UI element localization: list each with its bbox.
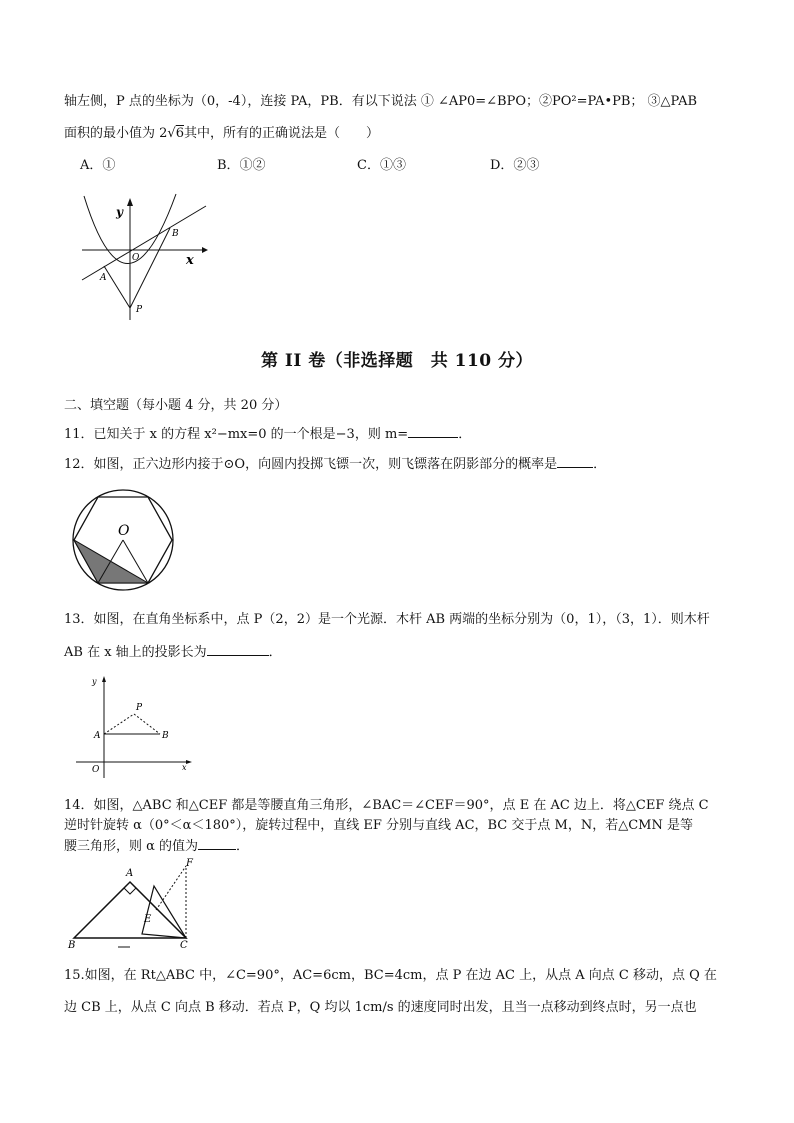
q10-line-1: 轴左侧，P 点的坐标为（0，-4），连接 PA，PB．有以下说法 ① ∠AP0=∠BPO；②PO²=PA•PB； ③△PAB [64,94,698,109]
q13-coordinate-figure [72,672,194,782]
label-a: A [126,868,134,879]
q12-line [64,454,606,475]
q15-line-1: 15.如图，在 Rt△ABC 中，∠C=90°，AC=6cm，BC=4cm，点 P 在边 AC 上，从点 A 向点 C 移动，点 Q 在 [64,968,717,983]
label-c: C [180,940,188,950]
ray-pb [134,714,160,734]
label-x: x [186,253,194,268]
q10-line-2b: 其中，所有的正确说法是（ ） [183,126,379,141]
label-f: F [186,858,193,869]
q14-triangles-figure [64,858,200,950]
x-axis-arrow [202,247,208,253]
label-a: A [94,731,101,741]
q11-end: ． [458,427,472,442]
label-o: O [118,523,130,539]
q13-text: AB 在 x 轴上的投影长为 [64,645,207,660]
label-x: x [182,763,187,772]
q14-line-3 [64,836,249,857]
section-title: 第 II 卷（非选择题 共 110 分） [260,351,534,371]
label-y: y [92,677,97,686]
q10-parabola-figure [78,192,210,324]
q10-sqrt-value: 6 [175,126,184,141]
label-y: y [116,205,123,219]
q10-option-a[interactable]: A．① [80,158,116,173]
q14-text: 腰三角形，则 α 的值为 [64,839,199,854]
label-o: O [132,253,140,263]
right-angle-mark-a [124,888,136,894]
q12-end: ． [593,457,607,472]
dotted-ef [156,866,186,910]
y-axis-arrow [127,198,133,206]
q11-text: 11．已知关于 x 的方程 x²−mx=0 的一个根是−3，则 m= [64,427,409,442]
q11-answer-blank[interactable] [408,424,458,438]
q15-line-2: 边 CB 上，从点 C 向点 B 移动．若点 P，Q 均以 1cm/s 的速度同时出发，且当一点移动到终点时，另一点也 [64,1000,697,1015]
q10-option-c[interactable]: C．①③ [357,158,406,173]
sqrt-symbol: √ [167,126,176,141]
q14-line-1: 14．如图，△ABC 和△CEF 都是等腰直角三角形，∠BAC＝∠CEF＝90°，点 E 在 AC 边上．将△CEF 绕点 C [64,798,709,813]
triangle-cef [142,886,186,938]
label-b: B [162,731,169,741]
q13-line-1: 13．如图，在直角坐标系中，点 P（2，2）是一个光源．木杆 AB 两端的坐标分别为（0，1），（3，1）．则木杆 [64,612,710,627]
q10-option-d[interactable]: D．②③ [490,158,540,173]
q14-line-2: 逆时针旋转 α（0°＜α＜180°），旋转过程中，直线 EF 分别与直线 AC，BC 交于点 M，N，若△CMN 是等 [64,818,693,833]
ray-pa [104,714,134,734]
label-o: O [92,765,100,775]
section2-header: 二、填空题（每小题 4 分，共 20 分） [64,398,288,413]
y-axis-arrow [102,676,106,682]
q12-answer-blank[interactable] [557,454,593,468]
segment-pa [104,266,130,308]
q10-line-2a: 面积的最小值为 2 [64,126,168,141]
q13-line-2 [64,642,282,663]
x-axis-arrow [186,760,192,764]
label-b: B [172,229,179,239]
label-p: P [136,703,143,713]
q12-text: 12．如图，正六边形内接于⊙O，向圆内投掷飞镖一次，则飞镖落在阴影部分的概率是 [64,457,558,472]
q10-options [80,156,539,176]
label-b: B [68,940,76,950]
q10-option-b[interactable]: B．①② [217,158,266,173]
label-e: E [144,914,152,925]
line-ab [82,206,206,280]
q13-answer-blank[interactable] [207,642,269,656]
q12-hexagon-figure [70,488,178,592]
q13-end: ． [268,645,282,660]
label-p: P [136,305,143,315]
q14-answer-blank[interactable] [198,836,236,850]
q10-line-2 [64,124,379,144]
label-a: A [100,273,107,283]
q14-end: ． [236,839,250,854]
q11-line [64,424,471,445]
